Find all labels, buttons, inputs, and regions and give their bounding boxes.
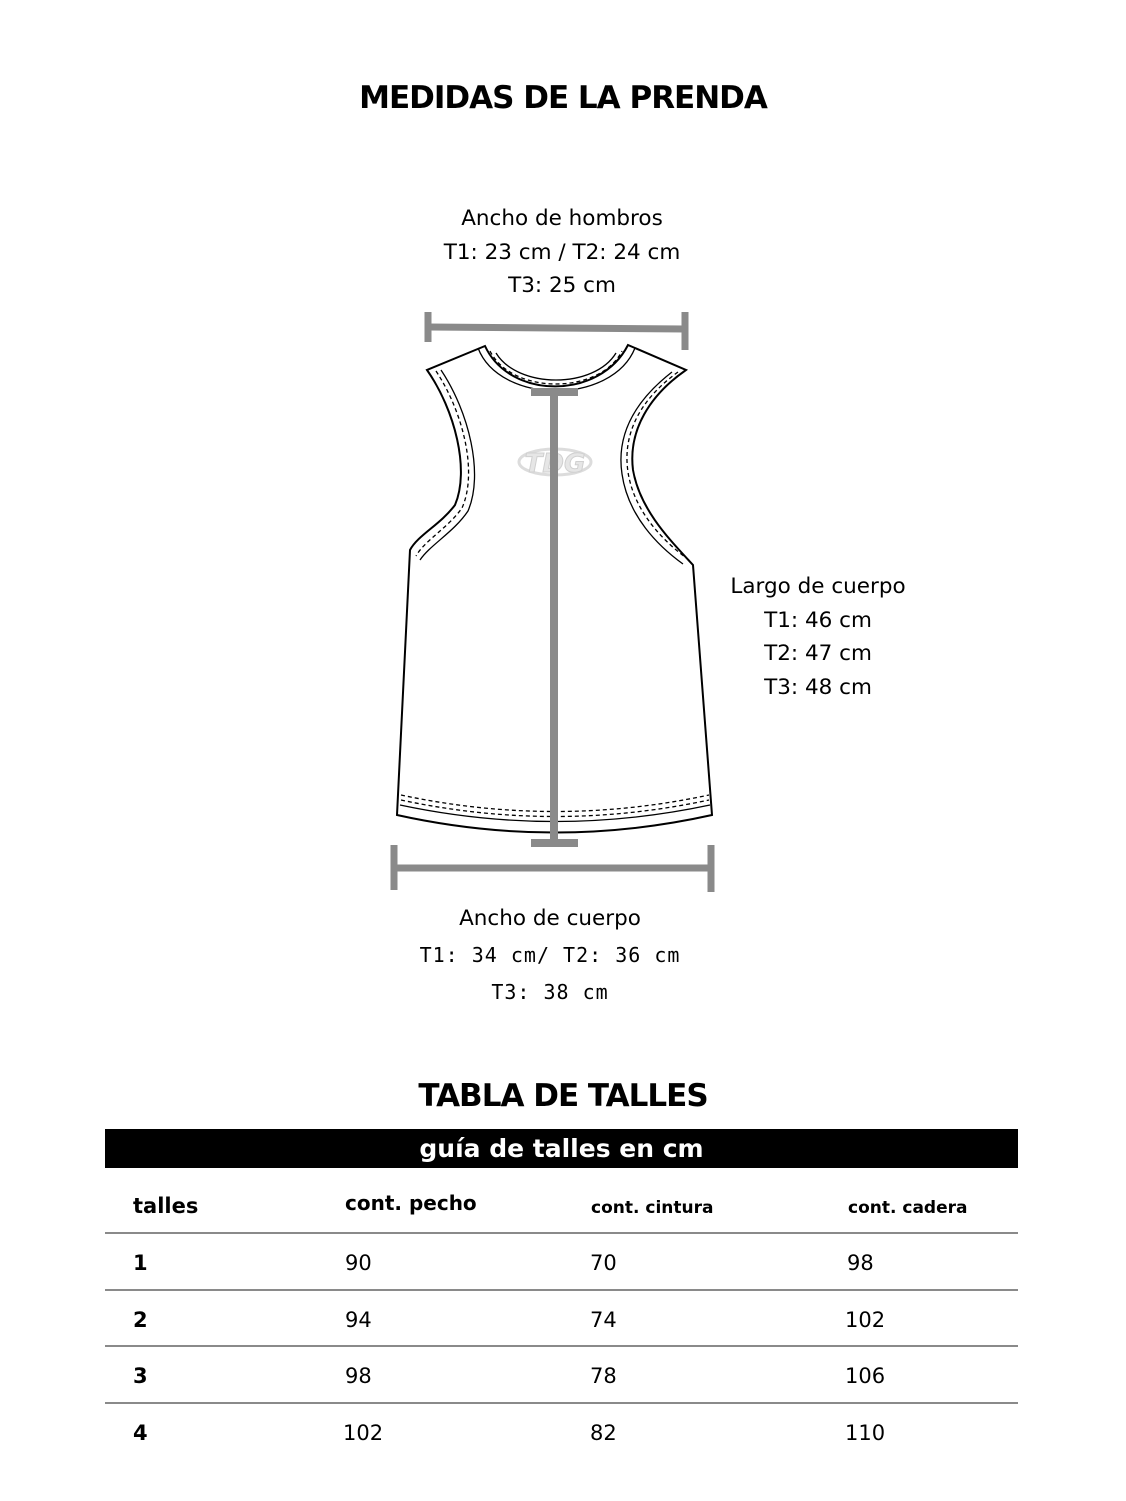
cell-size: 1 — [133, 1251, 148, 1275]
tank-top-diagram — [380, 300, 730, 900]
shoulder-width-values-line1: T1: 23 cm / T2: 24 cm — [443, 239, 681, 265]
shoulder-width-label: Ancho de hombros — [461, 206, 663, 231]
size-table-banner: guía de talles en cm — [105, 1129, 1018, 1168]
cell-hip: 102 — [845, 1308, 886, 1332]
cell-hip: 106 — [845, 1364, 886, 1388]
brand-logo-text: TDG — [524, 449, 586, 479]
cell-size: 4 — [133, 1421, 148, 1445]
cell-waist: 70 — [590, 1251, 617, 1275]
cell-size: 3 — [133, 1364, 148, 1388]
body-length-label: Largo de cuerpo — [730, 574, 906, 599]
cell-size: 2 — [133, 1308, 148, 1332]
body-width-values-line1: T1: 34 cm/ T2: 36 cm — [419, 943, 681, 967]
header-talles: talles — [133, 1194, 199, 1218]
shoulder-width-bar — [428, 312, 685, 350]
cell-hip: 98 — [847, 1251, 874, 1275]
cell-waist: 78 — [590, 1364, 617, 1388]
cell-chest: 98 — [345, 1364, 372, 1388]
header-pecho: cont. pecho — [345, 1191, 477, 1215]
page-title: MEDIDAS DE LA PRENDA — [359, 80, 767, 116]
cell-chest: 102 — [343, 1421, 384, 1445]
cell-chest: 94 — [345, 1308, 372, 1332]
body-length-measurement — [698, 570, 938, 704]
body-length-t1: T1: 46 cm — [764, 607, 872, 633]
body-width-label: Ancho de cuerpo — [459, 906, 641, 931]
cell-waist: 82 — [590, 1421, 617, 1445]
body-length-t2: T2: 47 cm — [764, 641, 872, 666]
row-divider — [105, 1289, 1018, 1291]
body-width-values-line2: T3: 38 cm — [491, 980, 609, 1004]
shoulder-width-measurement — [362, 202, 762, 303]
shoulder-width-values-line2: T3: 25 cm — [508, 273, 616, 298]
row-divider — [105, 1402, 1018, 1404]
size-table-title: TABLA DE TALLES — [418, 1078, 708, 1114]
row-divider — [105, 1232, 1018, 1234]
header-cadera: cont. cadera — [848, 1198, 968, 1218]
header-cintura: cont. cintura — [591, 1198, 714, 1218]
cell-hip: 110 — [845, 1421, 886, 1445]
body-width-measurement — [350, 900, 750, 1011]
row-divider — [105, 1345, 1018, 1347]
cell-chest: 90 — [345, 1251, 372, 1275]
body-length-t3: T3: 48 cm — [764, 674, 872, 700]
cell-waist: 74 — [590, 1308, 617, 1332]
body-width-bar — [394, 845, 711, 892]
